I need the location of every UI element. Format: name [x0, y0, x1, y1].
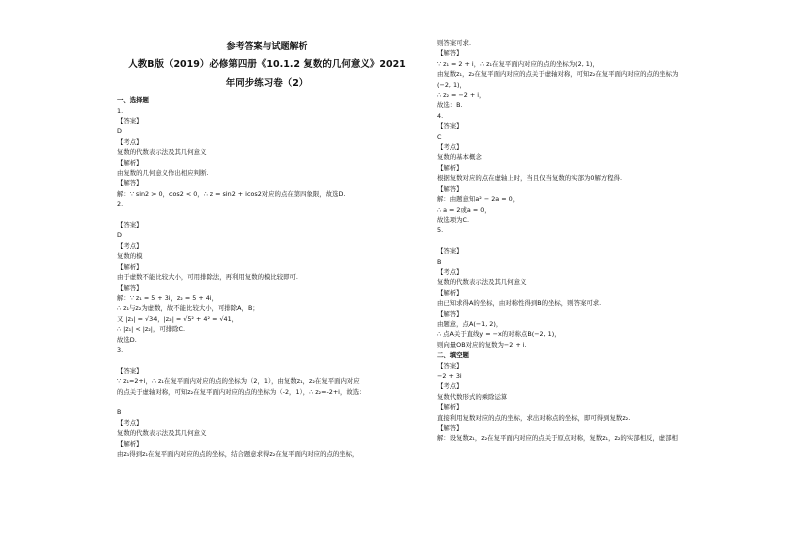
text-line: 根据复数对应的点在虚轴上时，当且仅当复数的实部为0解方程得. [437, 174, 623, 183]
text-line: 【解析】 [117, 158, 143, 167]
text-line: 【考点】 [117, 137, 143, 146]
text-line [117, 210, 417, 220]
text-line [437, 236, 742, 246]
text-line: 【解答】 [437, 49, 463, 58]
text-line: C [437, 132, 442, 141]
text-line: 复数的基本概念 [437, 153, 482, 162]
text-line: 复数的代数表示法及其几何意义 [117, 148, 207, 157]
text-line: 【解析】 [437, 163, 463, 172]
text-line: 解：∵ sin2 > 0，cos2 < 0，∴ z = sin2 + icos2对应的点在第四象限，故选D. [117, 189, 346, 198]
text-line: −2 + 3i [437, 371, 462, 380]
text-line: 【考点】 [117, 241, 143, 250]
text-line: 直接利用复数对应的点的坐标，求出对称点的坐标，即可得到复数z₂. [437, 413, 631, 422]
text-line: 【解答】 [437, 309, 463, 318]
text-line: 则向量OB对应的复数为−2 + i. [437, 340, 527, 349]
text-line: 【解答】 [437, 424, 463, 433]
text-line: 解：设复数z₁，z₂在复平面内对应的点关于原点对称，复数z₁，z₂的实部相反，虚部相 [437, 434, 678, 443]
right-column [437, 38, 742, 444]
text-line: 则答案可求. [437, 39, 471, 47]
text-line: (−2, 1)， [437, 80, 466, 89]
text-line: 由题意，点A(−1, 2)， [437, 319, 503, 328]
text-line: 解：由题意知a² − 2a = 0， [437, 195, 520, 204]
text-line: 1. [117, 106, 124, 115]
text-line: 解：∵ z₁ = 5 + 3i，z₂ = 5 + 4i， [117, 293, 218, 302]
text-line: 由已知求得A的坐标，由对称性得到B的坐标，则答案可求. [437, 299, 602, 308]
text-line: 故选D. [117, 335, 137, 344]
text-line: 由z₁得到z₁在复平面内对应的点的坐标，结合题意求得z₂在复平面内对应的点的坐标， [117, 449, 359, 458]
text-line: 二、填空题 [437, 351, 469, 360]
text-line: 故选：B. [437, 101, 463, 110]
left-column [117, 38, 417, 459]
text-line: 复数的模 [117, 252, 143, 261]
text-line: 【答案】 [437, 247, 463, 256]
text-line: 又 |z₁| = √34，|z₂| = √5² + 4² = √41， [117, 314, 239, 323]
text-line: ∴ 点A关于直线y = −x的对称点B(−2, 1)， [437, 330, 561, 339]
text-line: 【解析】 [437, 288, 463, 297]
text-line: ∴ z₂ = −2 + i， [437, 91, 486, 100]
text-line: ∴ |z₁| < |z₂|，可排除C. [117, 325, 186, 334]
text-line: 一、选择题 [117, 96, 149, 105]
text-line: 复数代数形式的乘除运算 [437, 392, 508, 401]
text-line: 由复数的几何意义作出相应判断. [117, 169, 209, 178]
text-line: 的点关于虚轴对称，可知z₂在复平面内对应的点的坐标为（-2，1），∴ z₂=-2+i，故选： [117, 387, 366, 396]
text-line: D [117, 231, 122, 240]
text-line: 【答案】 [437, 361, 463, 370]
text-line: 【考点】 [437, 382, 463, 391]
text-line: 【答案】 [437, 122, 463, 131]
text-line: 【解答】 [117, 179, 143, 188]
document-subtitle-cont: 年同步练习卷（2） [225, 77, 309, 89]
text-line: 【考点】 [117, 418, 143, 427]
text-line: 【解析】 [437, 403, 463, 412]
text-line: 复数的代数表示法及其几何意义 [437, 278, 527, 287]
text-line: 【解答】 [437, 184, 463, 193]
document-subtitle: 人教B版（2019）必修第四册《10.1.2 复数的几何意义》2021 [128, 59, 406, 71]
text-line: 2. [117, 200, 124, 209]
text-line: 由于虚数不能比较大小，可用排除法，再利用复数的模比较即可. [117, 273, 298, 282]
text-line: 3. [117, 345, 124, 354]
text-line: ∵ z₁=2+i，∴ z₁在复平面内对应的点的坐标为（2，1），由复数z₁，z₂在复平面内对应 [117, 377, 360, 386]
text-line: 【答案】 [117, 366, 143, 375]
text-line: 【考点】 [437, 267, 463, 276]
text-line: 【解析】 [117, 262, 143, 271]
text-line: B [437, 257, 442, 266]
text-line: ∴ z₁与z₂为虚数，故不能比较大小，可排除A，B； [117, 304, 259, 313]
text-line: 4. [437, 111, 444, 120]
text-line: ∵ z₁ = 2 + i，∴ z₁在复平面内对应的点的坐标为(2, 1)， [437, 59, 599, 68]
text-line: 【答案】 [117, 221, 143, 230]
text-line [117, 397, 417, 407]
text-line: 【解析】 [117, 439, 143, 448]
text-line: B [117, 408, 122, 417]
text-line: 【考点】 [437, 143, 463, 152]
text-line: 5. [437, 226, 444, 235]
text-line: ∴ a = 2或a = 0， [437, 205, 491, 214]
document-title: 参考答案与试题解析 [226, 42, 308, 52]
text-line: D [117, 127, 122, 136]
text-line: 由复数z₁，z₂在复平面内对应的点关于虚轴对称，可知z₂在复平面内对应的点的坐标为 [437, 70, 679, 79]
text-line [117, 355, 417, 365]
text-line: 故选项为C. [437, 215, 470, 224]
text-line: 复数的代数表示法及其几何意义 [117, 429, 207, 438]
text-line: 【答案】 [117, 117, 143, 126]
text-line: 【解答】 [117, 283, 143, 292]
